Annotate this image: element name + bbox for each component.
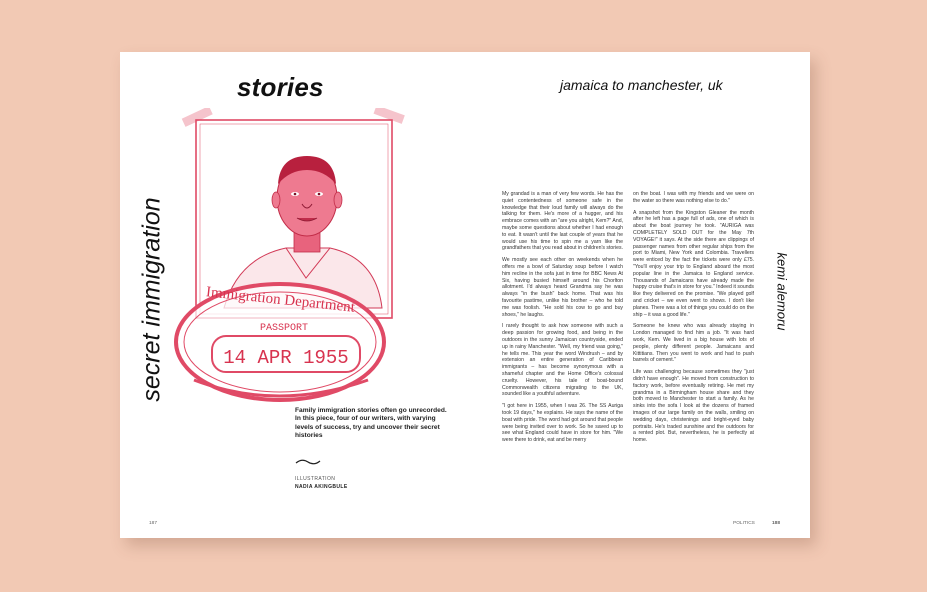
article-column-2 xyxy=(633,191,754,449)
stamp-date-text: 14 APR 1955 xyxy=(223,347,349,369)
illustrator-name: NADIA AKINGBULE xyxy=(295,484,348,490)
article-column-1 xyxy=(502,191,623,449)
left-page xyxy=(120,52,465,538)
paragraph: I rarely thought to ask how someone with such a deep passion for growing food, and being in the outdoors in the sunny Jamaican countryside, ended up in rainy Manchester. "Well, my friend was going," he tells me. This year the word Windrush – and by extension an entire generation of Caribbean immigrants – has become synonymous with a shameful chapter and the Home Office's colossal cruelty. However, his tale of boat-bound Commonwealth citizens migrating to the UK, sounded like a youthful adventure. xyxy=(502,323,623,398)
paragraph: Someone he knew who was already staying in London managed to find him a job. "It was hard work, Kem. We lived in a big house with lots of people, plenty different people. Jamaicans and Kittitians. Then you went to work and had to push barrels of cement." xyxy=(633,323,754,364)
magazine-spread xyxy=(120,52,810,538)
stamp-passport-text: PASSPORT xyxy=(259,323,309,334)
section-folio: POLITICS xyxy=(733,521,755,526)
paragraph: on the boat. I was with my friends and we were on the water so there was nothing else to do." xyxy=(633,191,754,204)
route-title: jamaica to manchester, uk xyxy=(560,77,723,93)
paragraph: A snapshot from the Kingston Gleaner the month after he left has a page full of ads, one of which is about the boat journey he took. "AURIGA was COMPLETELY SOLD OUT for the May 7th VOYAGE!" it says. At the side there are clippings of passenger names from other regular ships from the port to Miami, New York and Colombia. Travellers were enticed by the fact the tickets were only £75. "You'll enjoy your trip to England aboard the most popular line in the Jamaica to England service. Thousands of Jamaicans have already made the happy cruise that's in store for you." Indeed it sounds like they delivered on the promise. "We played golf and cricket – we even went to shows. I don't like planes. There was a lot of things you could do on the ship – it was a good life." xyxy=(633,209,754,318)
stamp-top-text: Immigration Department xyxy=(205,284,356,316)
vertical-title: secret immigration xyxy=(137,197,166,402)
squiggle-divider xyxy=(295,458,321,466)
paragraph: "I got here in 1955, when I was 26. The SS Auriga took 19 days," he explains. He says the name of the boat with pride. The word had got around that people were being invited over to work. So he saved up to see what England could have in store for him. "We were there to drink, eat and be merry xyxy=(502,403,623,444)
caption: Family immigration stories often go unrecorded. In this piece, four of our writers, with varying levels of success, try and uncover their secret histories xyxy=(295,407,447,440)
paragraph: Life was challenging because sometimes they "just didn't have enough". He moved from construction to factory work, before eventually retiring. He met my grandma in a Birmingham house share and they both moved to Manchester to start a family. As he sinks into the sofa I look at the dozens of framed images of our large family on the walls, smiling on wedding days, christenings and bright-eyed baby portraits. He's traded sunshine and the outdoors for a rented plot. But, nevertheless, he is perfectly at home. xyxy=(633,369,754,444)
illustration-label: ILLUSTRATION xyxy=(295,476,336,482)
right-page xyxy=(465,52,810,538)
author-name: kemi alemoru xyxy=(774,252,790,331)
section-title: stories xyxy=(237,72,324,102)
passport-illustration xyxy=(168,108,438,408)
page-number-right: 188 xyxy=(772,521,781,526)
paragraph: My grandad is a man of very few words. He has the quiet contentedness of someone safe in the knowledge that their loud family will always do the talking for them. He's more of a hugger, and his embrace comes with an "are you alright, Kem?" And, maybe some questions about whether I had enough to eat. It wasn't until the last couple of years that he would use his time to spin me a yarn like the grandfathers that you read about in children's stories. xyxy=(502,191,624,252)
page-number-left: 187 xyxy=(149,521,158,526)
paragraph: We mostly see each other on weekends when he offers me a bowl of Saturday soup before I watch him recline in the sofa just in time for BBC News At Six, having busied himself around his Chorlton allotment. I'd always heard Grandma say he was always "in the bush" back home. That was his favourite pastime, unlike his brother – who he told me was foolish. "He sold his cow to go and buy shoes," he laughs. xyxy=(502,257,623,318)
